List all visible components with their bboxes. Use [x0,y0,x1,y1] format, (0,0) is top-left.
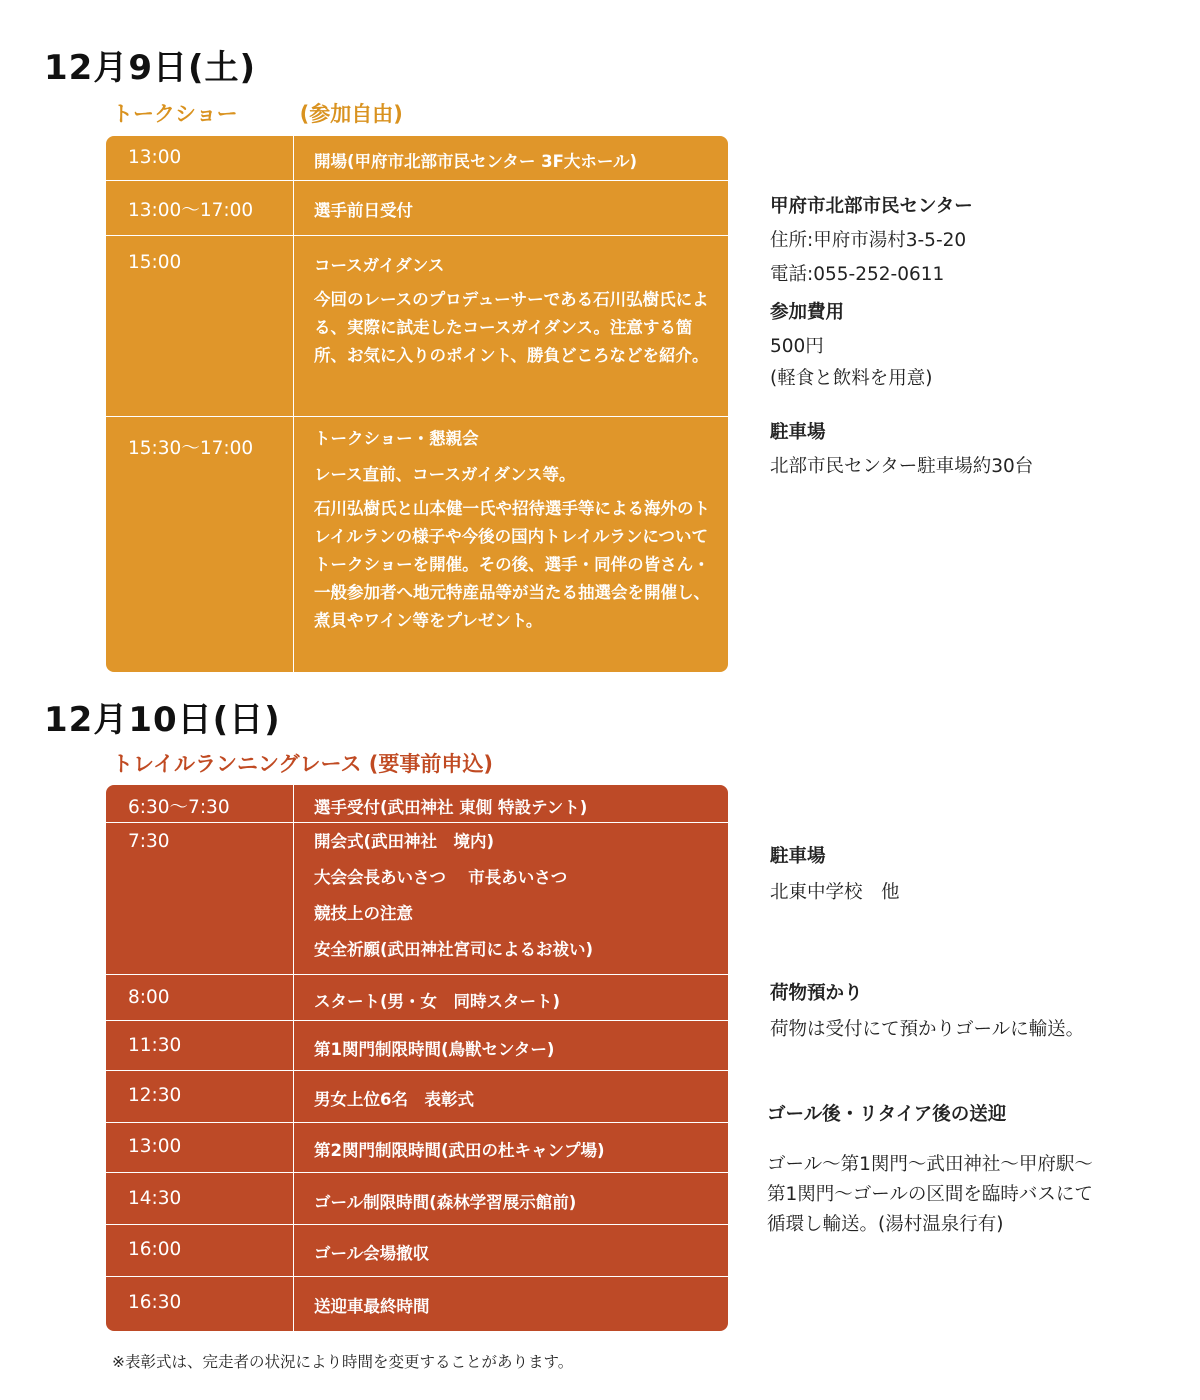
row-line: ゴール会場撤収 [314,1244,430,1263]
parking-heading: 駐車場 [770,422,826,443]
day2-schedule-table [106,785,728,1331]
table-row [106,823,728,975]
table-row [106,1021,728,1071]
shuttle-line: 第1関門〜ゴールの区間を臨時バスにて [767,1184,1093,1205]
row-line: 開会式(武田神社 境内) [314,832,495,851]
row-line: 送迎車最終時間 [314,1297,430,1316]
footnote: ※表彰式は、完走者の状況により時間を変更することがあります。 [112,1353,574,1371]
row-body: 今回のレースのプロデューサーである石川弘樹氏による、実際に試走したコースガイダンス。注意する箇所、お気に入りのポイント、勝負どころなどを紹介。 [314,290,709,365]
table-row [106,417,728,672]
row-title: 開場(甲府市北部市民センター 3F大ホール) [314,152,638,171]
luggage-value: 荷物は受付にて預かりゴールに輸送。 [770,1019,1085,1040]
fee-note: (軽食と飲料を用意) [770,368,933,389]
row-time: 13:00 [128,147,182,168]
row-time: 6:30〜7:30 [128,797,230,818]
row-line: 競技上の注意 [314,904,413,923]
parking-heading: 駐車場 [770,846,826,867]
table-row [106,136,728,181]
row-title: 選手前日受付 [314,201,413,220]
row-time: 7:30 [128,831,170,852]
row-line: トークショー・懇親会 [314,429,479,448]
row-line: 男女上位6名 表彰式 [314,1090,474,1109]
day1-info-panel [770,192,1190,478]
row-line: 第1関門制限時間(鳥獣センター) [314,1040,555,1059]
table-row [106,236,728,417]
row-line: 大会会長あいさつ 市長あいさつ [314,868,568,887]
row-time: 12:30 [128,1085,182,1106]
fee-heading: 参加費用 [770,302,845,323]
day1-schedule-table [106,136,728,672]
row-time: 15:00 [128,252,182,273]
table-row [106,785,728,823]
day2-title: 12月10日(日) [44,700,281,740]
row-time: 8:00 [128,987,170,1008]
row-time: 14:30 [128,1188,182,1209]
table-row [106,1173,728,1225]
shuttle-heading: ゴール後・リタイア後の送迎 [767,1104,1007,1125]
row-time: 16:30 [128,1292,182,1313]
row-line: 選手受付(武田神社 東側 特設テント) [314,798,588,817]
day2-shuttle-info [767,1100,1187,1240]
table-row [106,1071,728,1123]
row-time: 16:00 [128,1239,182,1260]
row-line: スタート(男・女 同時スタート) [314,992,561,1011]
row-time: 15:30〜17:00 [128,438,254,459]
day2-luggage-info [770,979,1190,1041]
venue-address: 住所:甲府市湯村3-5-20 [770,230,967,251]
row-body: 石川弘樹氏と山本健一氏や招待選手等による海外のトレイルランの様子や今後の国内トレイルランについてトークショーを開催。その後、選手・同伴の皆さん・一般参加者へ地元特産品等が当たる抽選会を開催し、煮貝やワイン等をプレゼント。 [314,499,710,630]
day1-title: 12月9日(土) [44,48,257,88]
venue-name: 甲府市北部市民センター [770,196,973,217]
day2-parking-info [770,842,1190,904]
table-row [106,181,728,236]
shuttle-line: 循環し輸送。(湯村温泉行有) [767,1214,1004,1235]
table-row [106,1225,728,1277]
row-time: 13:00〜17:00 [128,200,254,221]
table-row [106,1277,728,1331]
luggage-heading: 荷物預かり [770,983,863,1004]
day2-subtitle: トレイルランニングレース (要事前申込) [112,752,493,776]
day1-subtitle-note: (参加自由) [299,102,403,126]
parking-value: 北東中学校 他 [770,882,900,903]
day1-subtitle [112,98,403,128]
row-line: 安全祈願(武田神社宮司によるお祓い) [314,940,594,959]
row-line: ゴール制限時間(森林学習展示館前) [314,1193,577,1212]
venue-phone: 電話:055-252-0611 [770,264,945,285]
row-time: 11:30 [128,1035,182,1056]
row-line: 第2関門制限時間(武田の杜キャンプ場) [314,1141,605,1160]
day1-subtitle-main: トークショー [112,102,238,126]
row-time: 13:00 [128,1136,182,1157]
row-title: コースガイダンス [314,256,445,275]
table-row [106,1123,728,1173]
parking-value: 北部市民センター駐車場約30台 [770,456,1034,477]
table-row [106,975,728,1021]
row-line: レース直前、コースガイダンス等。 [314,465,576,484]
fee-value: 500円 [770,336,824,357]
shuttle-line: ゴール〜第1関門〜武田神社〜甲府駅〜 [767,1154,1093,1175]
